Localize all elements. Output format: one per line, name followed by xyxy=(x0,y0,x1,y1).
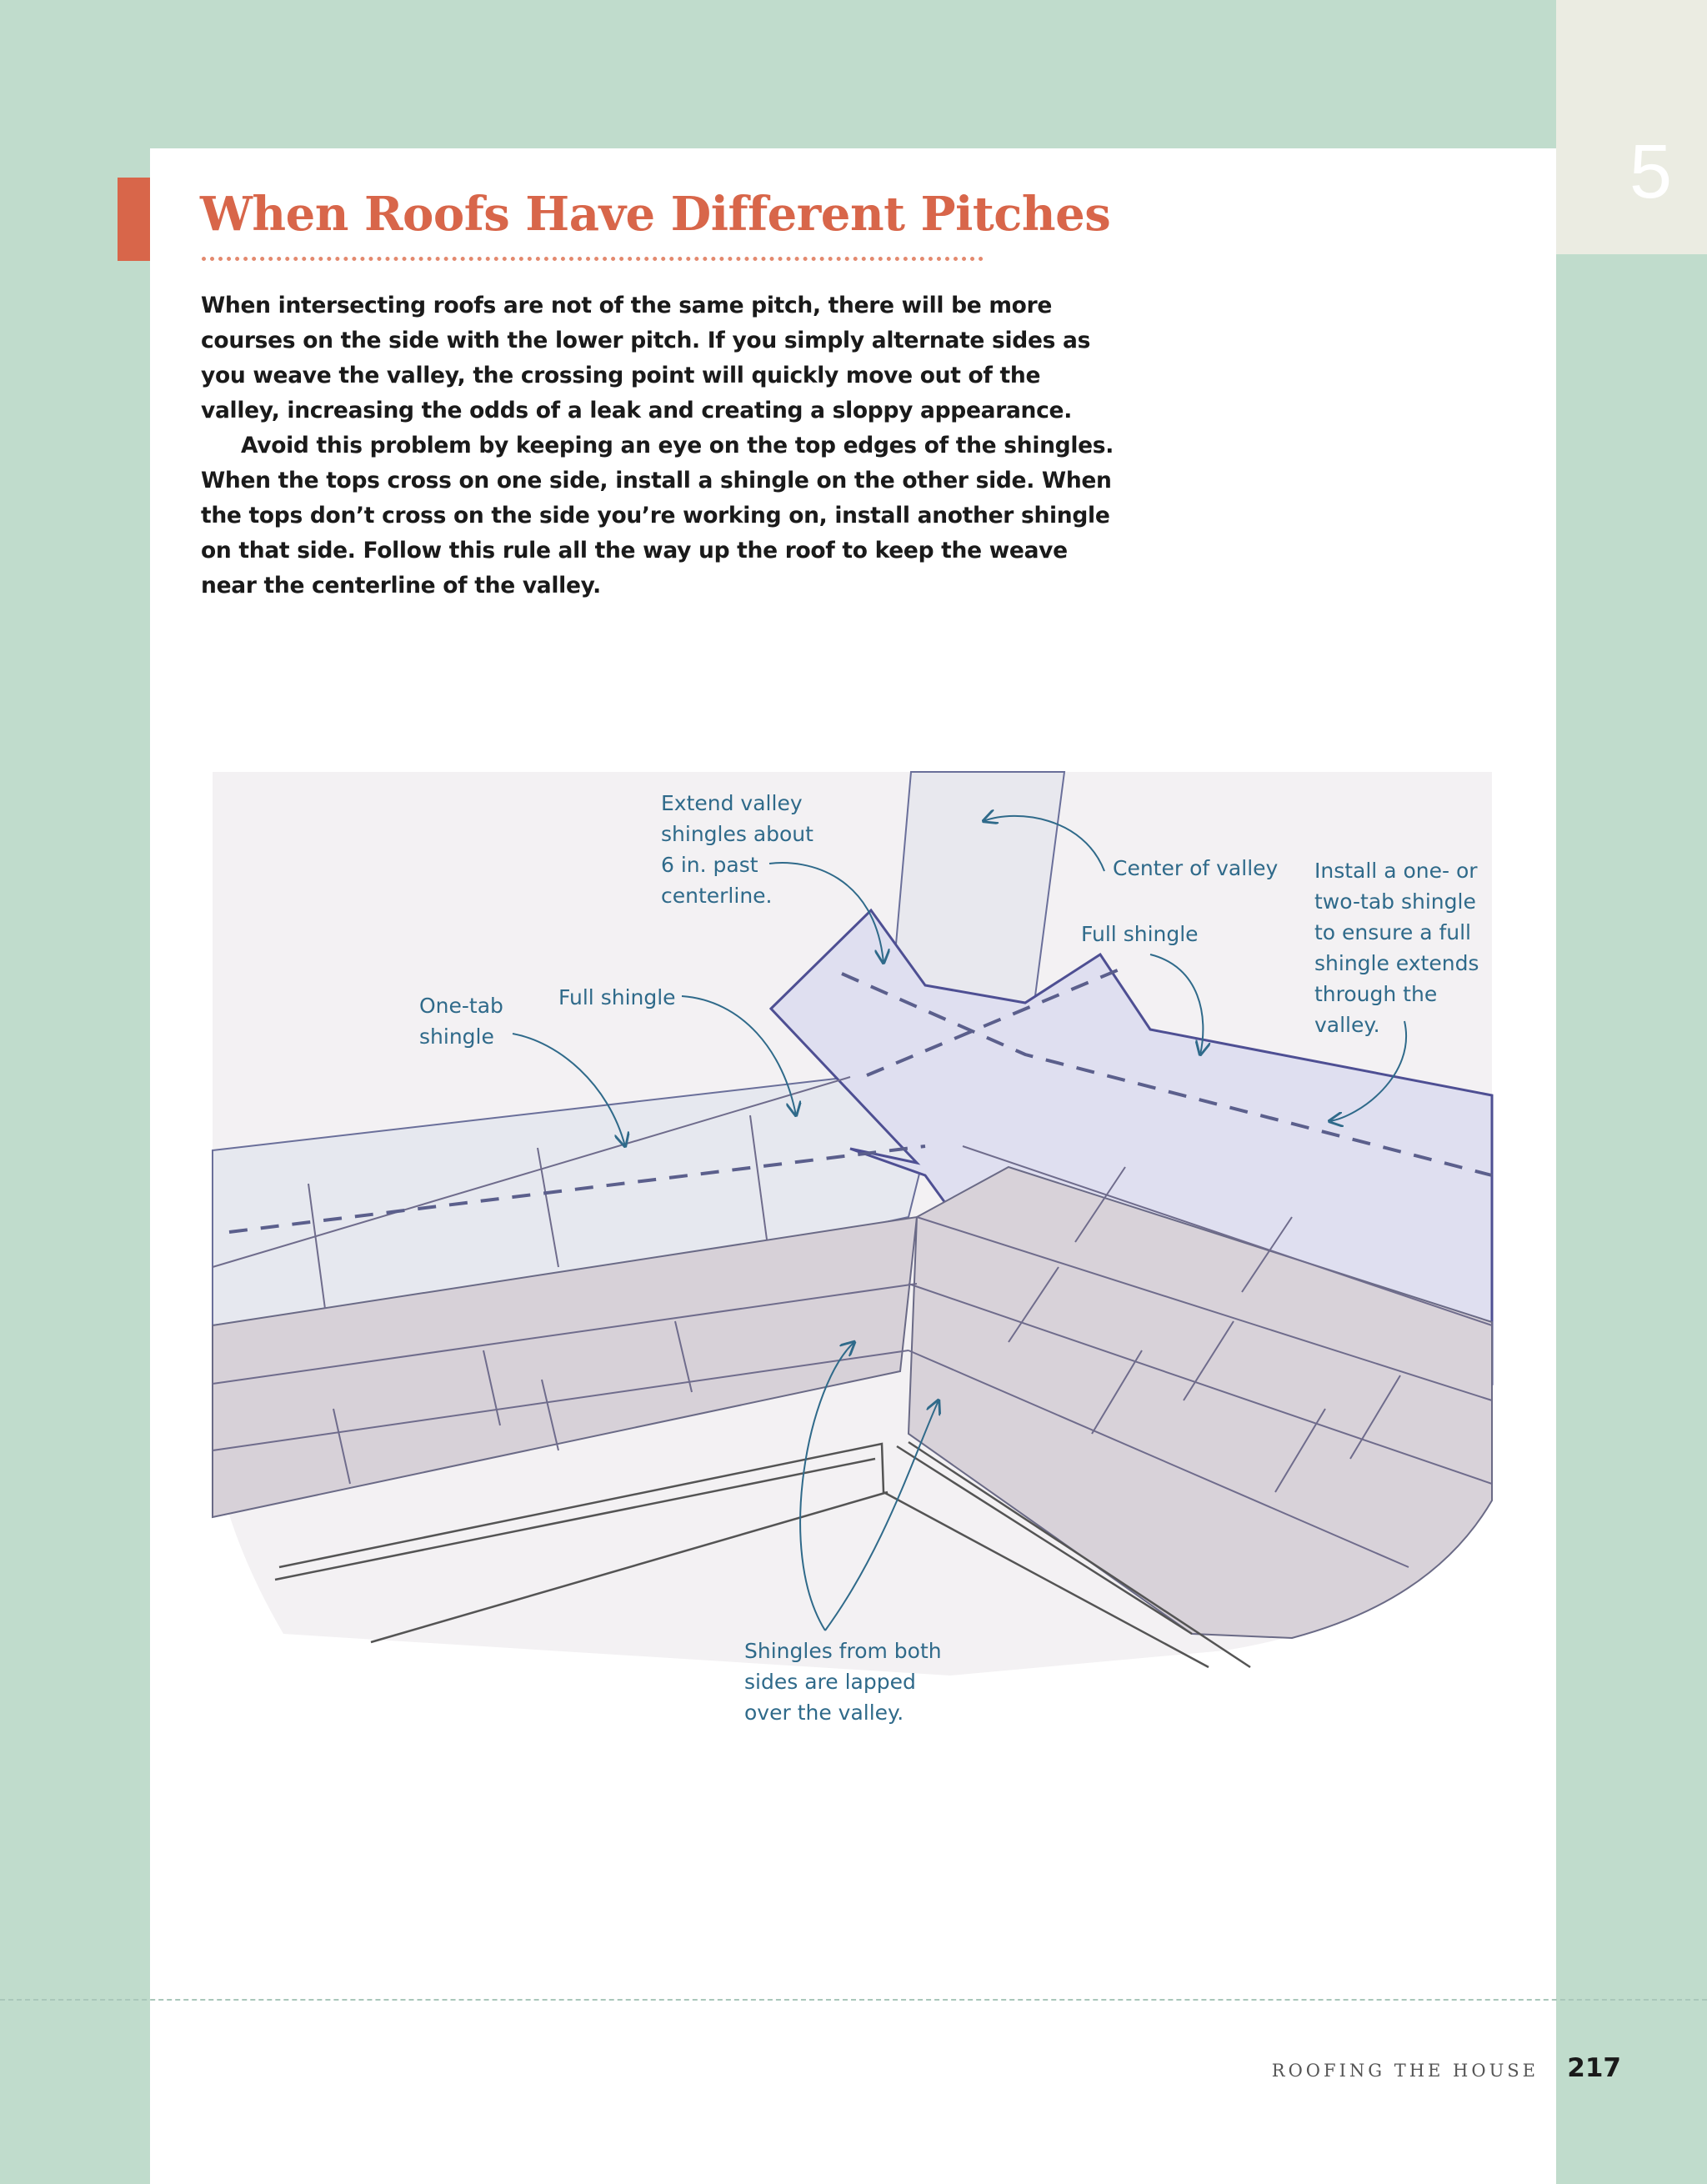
running-head: ROOFING THE HOUSE xyxy=(1271,2061,1539,2081)
callout-install-tab-shingle xyxy=(1314,855,1479,1040)
title-dotted-rule xyxy=(202,257,984,261)
callout-full-shingle-left xyxy=(558,982,676,1013)
callout-line: two-tab shingle xyxy=(1314,889,1476,914)
callout-center-of-valley xyxy=(1113,853,1278,884)
paragraph-1: When intersecting roofs are not of the same pitch, there will be more courses on the side with the lower pitch. If you simply alternate sides as you weave the valley, the crossing point will quickly move out of the valley, increasing the odds of a leak and creating a sloppy appearance. xyxy=(201,293,1091,423)
chapter-tab xyxy=(1556,0,1707,254)
chapter-number: 5 xyxy=(1629,129,1672,214)
callout-lapped-shingles xyxy=(744,1635,942,1728)
callout-line: over the valley. xyxy=(744,1701,904,1725)
callout-line: Full shingle xyxy=(1081,922,1199,946)
callout-full-shingle-right xyxy=(1081,919,1199,949)
callout-line: Extend valley xyxy=(661,791,803,815)
page-number: 217 xyxy=(1567,2053,1621,2083)
callout-line: centerline. xyxy=(661,884,773,908)
callout-line: sides are lapped xyxy=(744,1670,916,1694)
callout-line: Center of valley xyxy=(1113,856,1279,880)
section-title: When Roofs Have Different Pitches xyxy=(200,187,1111,242)
callout-line: One-tab xyxy=(419,994,503,1018)
footer-dashed-rule xyxy=(0,1999,1707,2001)
paragraph-2: Avoid this problem by keeping an eye on the top edges of the shingles. When the tops cross on one side, install a shingle on the other side. When the tops don’t cross on the side you’re working on, install another shingle on that side. Follow this rule all the way up the roof to keep the weave near the centerline of the valley. xyxy=(201,433,1114,599)
callout-line: Shingles from both xyxy=(744,1639,942,1663)
callout-one-tab-shingle xyxy=(419,990,503,1052)
title-accent-bar xyxy=(118,178,150,261)
valley-drawing xyxy=(208,767,1500,1734)
callout-line: Install a one- or xyxy=(1314,859,1478,883)
callout-line: shingle xyxy=(419,1024,494,1049)
callout-line: shingle extends xyxy=(1314,951,1479,975)
callout-line: 6 in. past xyxy=(661,853,758,877)
callout-line: through the xyxy=(1314,982,1438,1006)
body-text xyxy=(201,288,1126,604)
callout-line: Full shingle xyxy=(558,985,676,1009)
valley-illustration xyxy=(208,767,1500,1734)
callout-line: valley. xyxy=(1314,1013,1380,1037)
callout-extend xyxy=(661,788,813,911)
callout-line: to ensure a full xyxy=(1314,920,1472,944)
callout-line: shingles about xyxy=(661,822,813,846)
